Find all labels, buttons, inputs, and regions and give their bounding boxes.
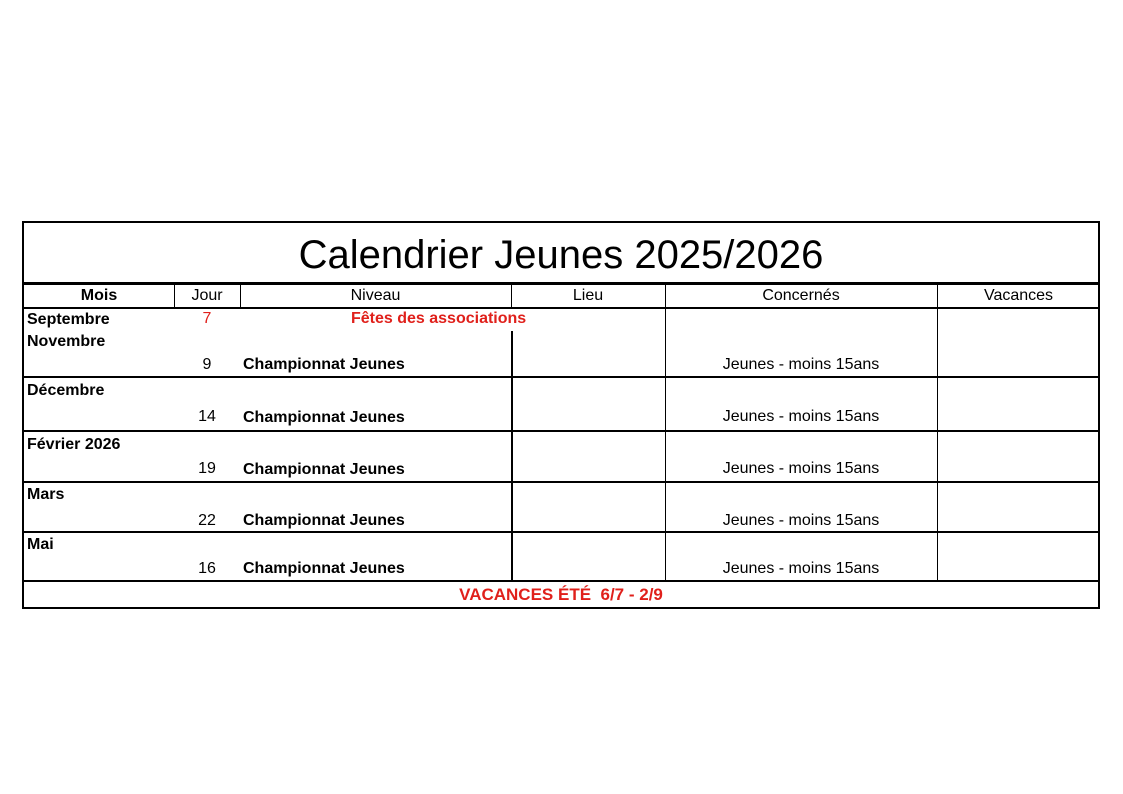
concerned-cell: Jeunes - moins 15ans bbox=[722, 560, 880, 577]
month-label: Février 2026 bbox=[27, 436, 121, 453]
day-cell: 9 bbox=[202, 356, 212, 373]
level-cell: Championnat Jeunes bbox=[243, 409, 405, 426]
month-label: Mars bbox=[27, 486, 65, 503]
month-label: Mai bbox=[27, 536, 54, 553]
header-mois: Mois bbox=[80, 287, 118, 304]
header-niveau: Niveau bbox=[350, 287, 401, 304]
footer-divider bbox=[24, 580, 1098, 582]
day-cell: 14 bbox=[198, 408, 216, 425]
header-concernes: Concernés bbox=[762, 287, 840, 304]
day-cell: 19 bbox=[198, 460, 216, 477]
calendar-table bbox=[22, 221, 1100, 609]
day-cell: 16 bbox=[198, 560, 216, 577]
column-divider bbox=[665, 285, 666, 580]
event-label: Fêtes des associations bbox=[351, 310, 527, 327]
month-label: Novembre bbox=[27, 333, 106, 350]
concerned-cell: Jeunes - moins 15ans bbox=[722, 408, 880, 425]
level-cell: Championnat Jeunes bbox=[243, 356, 405, 373]
month-label: Septembre bbox=[27, 311, 110, 328]
concerned-cell: Jeunes - moins 15ans bbox=[722, 356, 880, 373]
day-cell: 22 bbox=[198, 512, 216, 529]
concerned-cell: Jeunes - moins 15ans bbox=[722, 460, 880, 477]
concerned-cell: Jeunes - moins 15ans bbox=[722, 512, 880, 529]
month-label: Décembre bbox=[27, 382, 105, 399]
header-lieu: Lieu bbox=[572, 287, 604, 304]
calendar-title: Calendrier Jeunes 2025/2026 bbox=[298, 233, 824, 277]
level-cell: Championnat Jeunes bbox=[243, 560, 405, 577]
level-cell: Championnat Jeunes bbox=[243, 512, 405, 529]
column-divider bbox=[511, 331, 513, 580]
column-divider bbox=[937, 285, 938, 580]
day-cell: 7 bbox=[202, 310, 212, 327]
header-jour: Jour bbox=[191, 287, 223, 304]
level-cell: Championnat Jeunes bbox=[243, 461, 405, 478]
summer-holidays-banner: VACANCES ÉTÉ 6/7 - 2/9 bbox=[459, 585, 663, 604]
header-vacances: Vacances bbox=[983, 287, 1054, 304]
